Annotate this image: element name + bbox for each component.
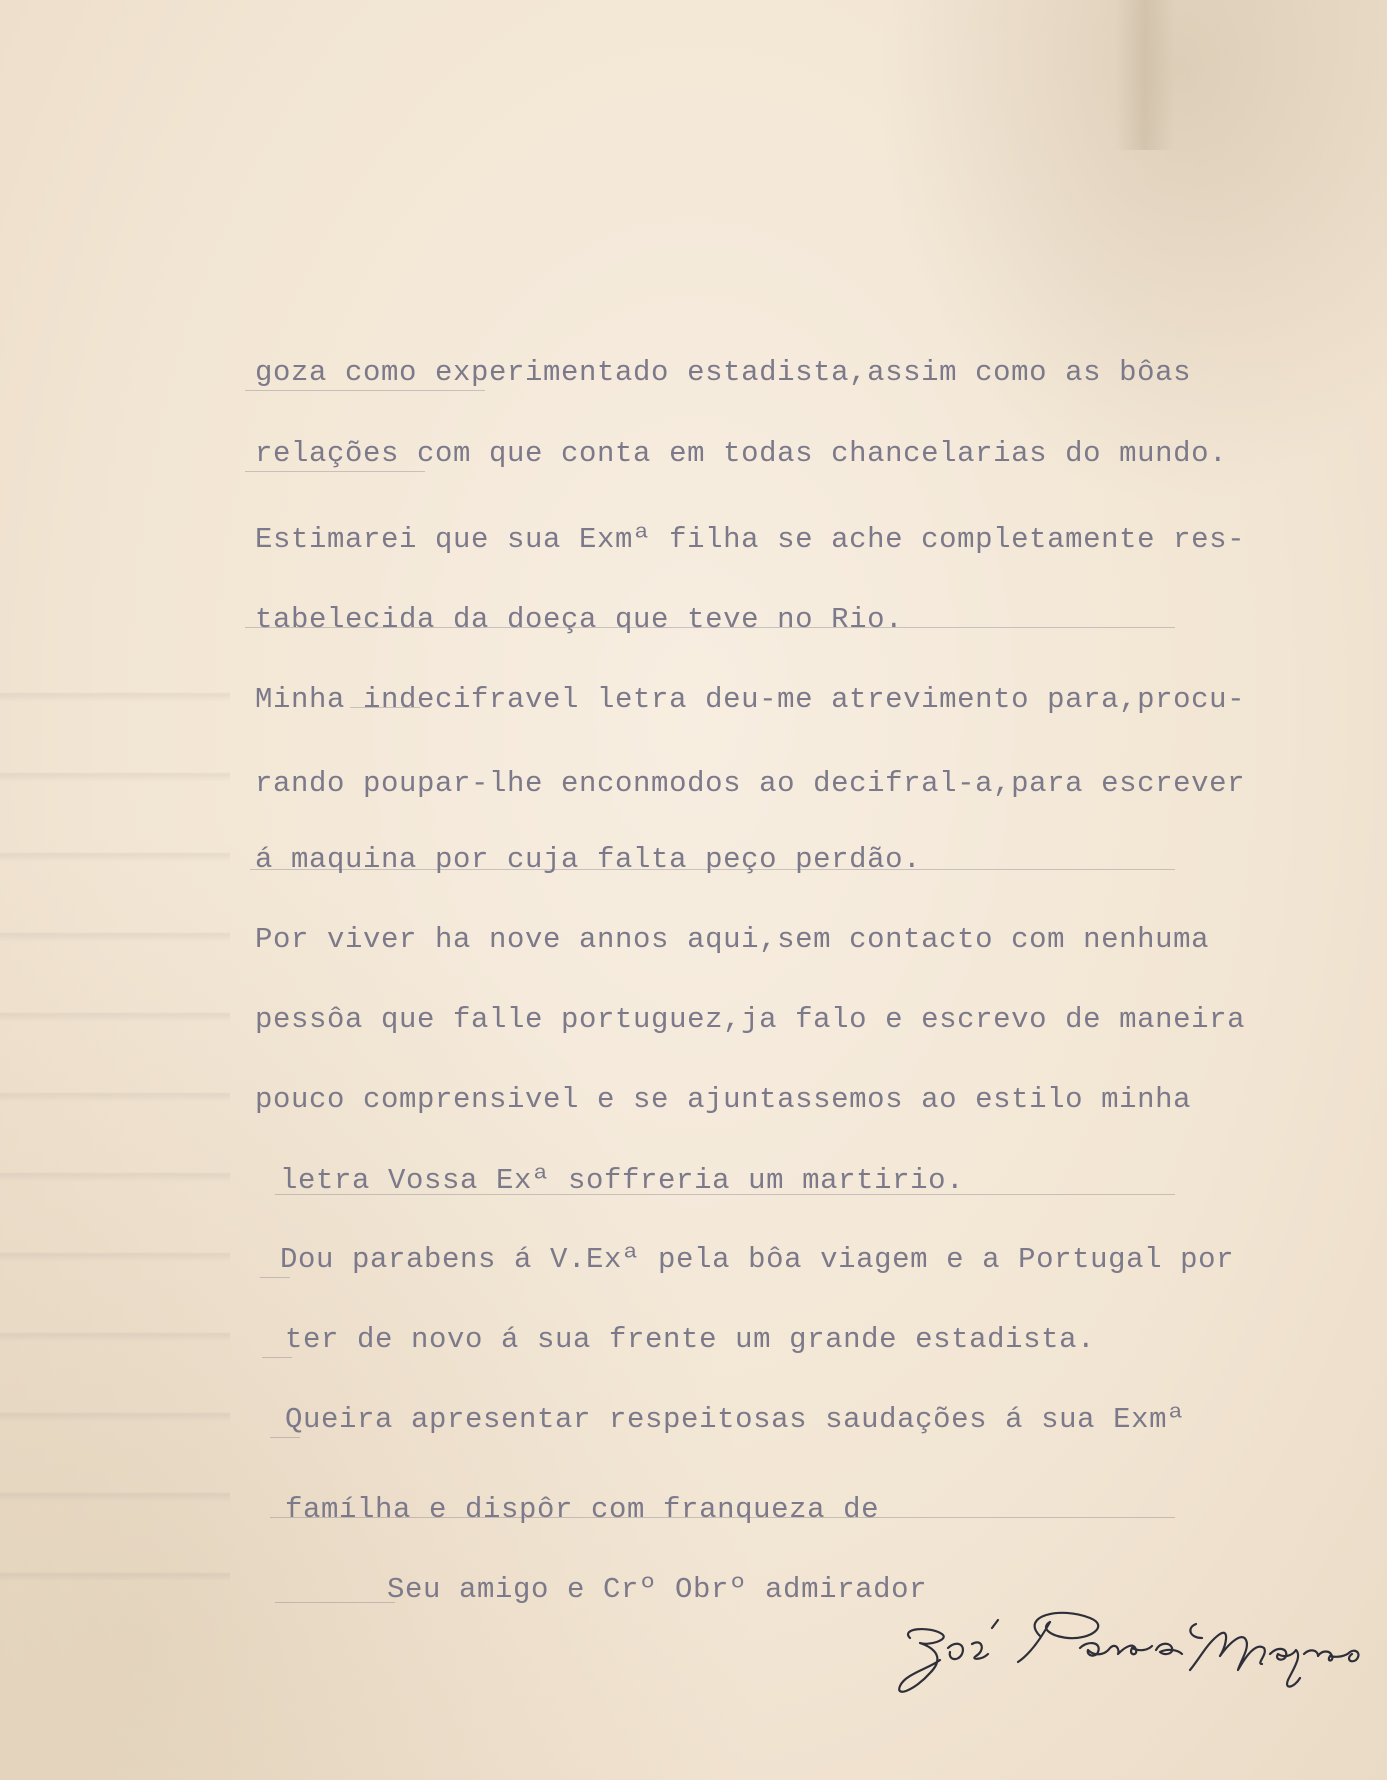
underline [270,1517,1175,1518]
letter-line: Estimarei que sua Exmª filha se ache completamente res- [255,523,1246,556]
underline [275,1194,1175,1195]
underline [245,627,1175,628]
underline [250,869,1175,870]
letter-line: Seu amigo e Crº Obrº admirador [387,1573,928,1606]
underline [245,471,425,472]
letter-line: pessôa que falle portuguez,ja falo e escrevo de maneira [255,1003,1246,1036]
letter-line: goza como experimentado estadista,assim como as bôas [255,356,1192,389]
letter-line: Minha indecifravel letra deu-me atrevimento para,procu- [255,683,1246,716]
underline [262,1357,292,1358]
underline [245,390,485,391]
handwritten-signature [890,1598,1380,1708]
underline [275,1602,395,1603]
letter-line: letra Vossa Exª soffreria um martirio. [280,1164,965,1197]
letter-line: tabelecida da doeça que teve no Rio. [255,603,904,636]
letter-line: rando poupar-lhe enconmodos ao decifral-a,para escrever [255,767,1246,800]
letter-line: á maquina por cuja falta peço perdão. [255,843,922,876]
letter-line: pouco comprensivel e se ajuntassemos ao estilo minha [255,1083,1192,1116]
underline [350,707,420,708]
letter-line: ter de novo á sua frente um grande estadista. [285,1323,1096,1356]
letter-line: Queira apresentar respeitosas saudações á sua Exmª [285,1403,1186,1436]
letter-line: Dou parabens á V.Exª pela bôa viagem e a Portugal por [280,1243,1235,1276]
letter-line: famílha e dispôr com franqueza de [285,1493,880,1526]
letter-line: Por viver ha nove annos aqui,sem contacto com nenhuma [255,923,1210,956]
underline [260,1277,290,1278]
letter-line: relações com que conta em todas chancelarias do mundo. [255,437,1228,470]
underline [270,1437,300,1438]
